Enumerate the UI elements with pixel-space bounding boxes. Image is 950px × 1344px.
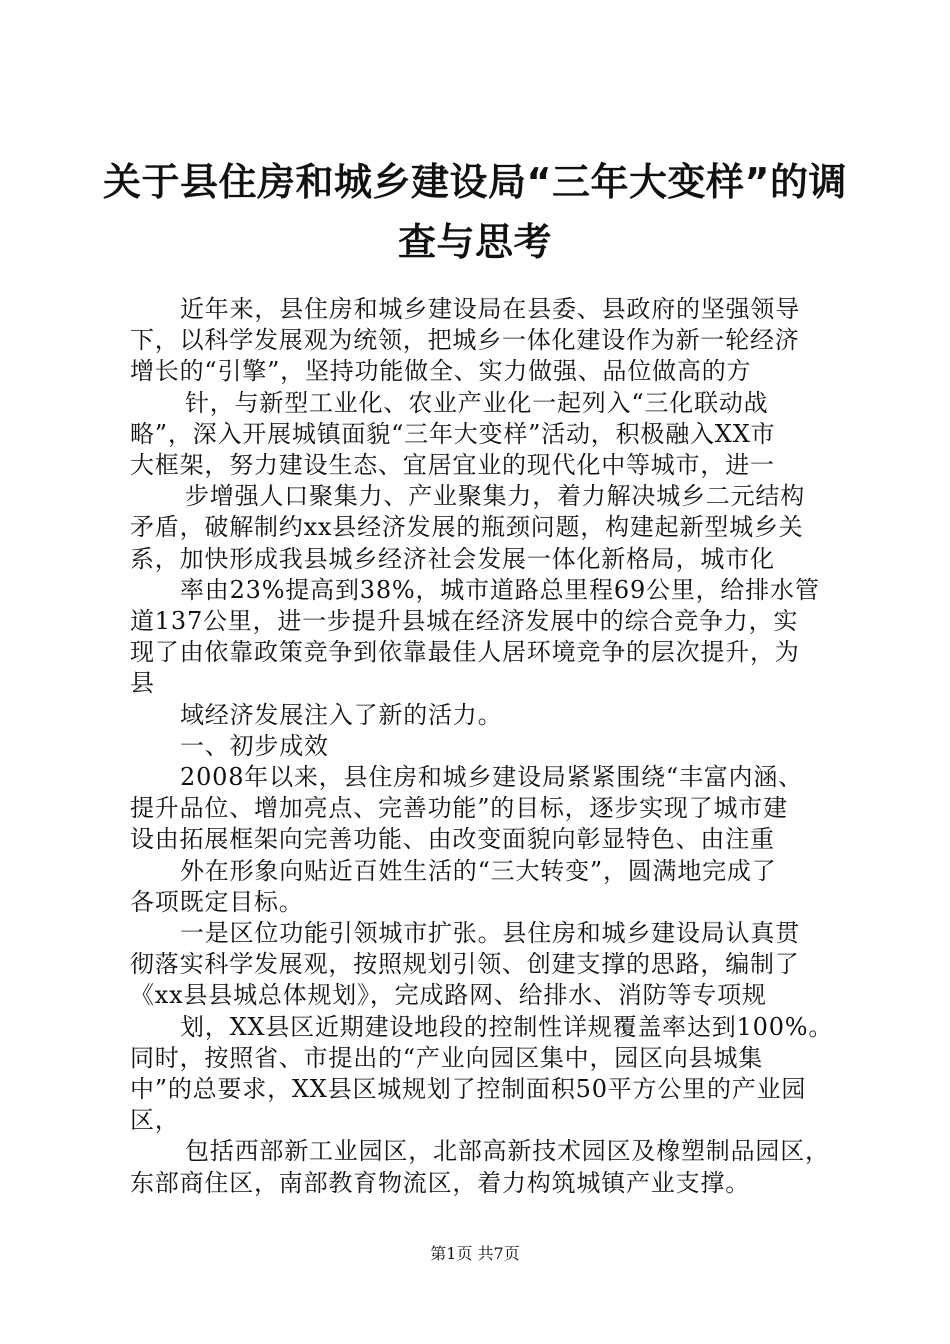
body-line: 道137公里，进一步提升县城在经济发展中的综合竞争力，实: [130, 607, 799, 636]
body-line: 东部商住区，南部教育物流区，着力构筑城镇产业支撑。: [130, 1168, 750, 1197]
body-line: 下，以科学发展观为统领，把城乡一体化建设作为新一轮经济: [130, 326, 800, 355]
body-line: 系，加快形成我县城乡经济社会发展一体化新格局，城市化: [130, 544, 775, 573]
body-line: 略”，深入开展城镇面貌“三年大变样”活动，积极融入XX市: [130, 419, 776, 448]
document-title-line-2: 查与思考: [397, 220, 552, 264]
body-line: 外在形象向贴近百姓生活的“三大转变”，圆满地完成了: [180, 856, 777, 885]
body-line: 一是区位功能引领城市扩张。县住房和城乡建设局认真贯: [180, 919, 800, 948]
body-line: 同时，按照省、市提出的“产业向园区集中，园区向县城集: [130, 1043, 764, 1072]
body-line: 增长的“引擎”，坚持功能做全、实力做强、品位做高的方: [130, 357, 752, 386]
body-line: 区，: [130, 1106, 180, 1135]
body-line: 现了由依靠政策竞争到依靠最佳人居环境竞争的层次提升，为: [130, 638, 800, 667]
body-line: 步增强人口聚集力、产业聚集力，着力解决城乡二元结构: [185, 482, 805, 511]
body-line: 中”的总要求，XX县区城规划了控制面积50平方公里的产业园: [130, 1075, 807, 1104]
document-body: [130, 294, 834, 1199]
body-line: 矛盾，破解制约xx县经济发展的瓶颈问题，构建起新型城乡关: [130, 513, 804, 542]
body-line: 县: [130, 669, 155, 698]
body-line: 各项既定目标。: [130, 887, 304, 916]
body-line: 大框架，努力建设生态、宜居宜业的现代化中等城市，进一: [130, 451, 775, 480]
section-heading: 一、初步成效: [180, 731, 329, 760]
body-line: 率由23%提高到38%，城市道路总里程69公里，给排水管: [180, 575, 820, 604]
document-title-line-1: 关于县住房和城乡建设局“三年大变样”的调: [103, 160, 847, 204]
body-line: 包括西部新工业园区，北部高新技术园区及橡塑制品园区，: [185, 1137, 830, 1166]
body-line: 《xx县县城总体规划》，完成路网、给排水、消防等专项规: [130, 981, 767, 1010]
body-line: 针，与新型工业化、农业产业化一起列入“三化联动战: [185, 388, 769, 417]
body-line: 彻落实科学发展观，按照规划引领、创建支撑的思路，编制了: [130, 950, 800, 979]
body-line: 设由拓展框架向完善功能、由改变面貌向彰显特色、由注重: [130, 825, 775, 854]
body-line: 划，XX县区近期建设地段的控制性详规覆盖率达到100%。: [180, 1012, 834, 1041]
body-line: 近年来，县住房和城乡建设局在县委、县政府的坚强领导: [180, 295, 800, 323]
body-line: 提升品位、增加亮点、完善功能”的目标，逐步实现了城市建: [130, 794, 788, 823]
page-footer: 第1页 共7页: [430, 1244, 520, 1263]
body-line: 2008年以来，县住房和城乡建设局紧紧围绕“丰富内涵、: [180, 763, 803, 792]
body-line: 域经济发展注入了新的活力。: [180, 700, 503, 729]
